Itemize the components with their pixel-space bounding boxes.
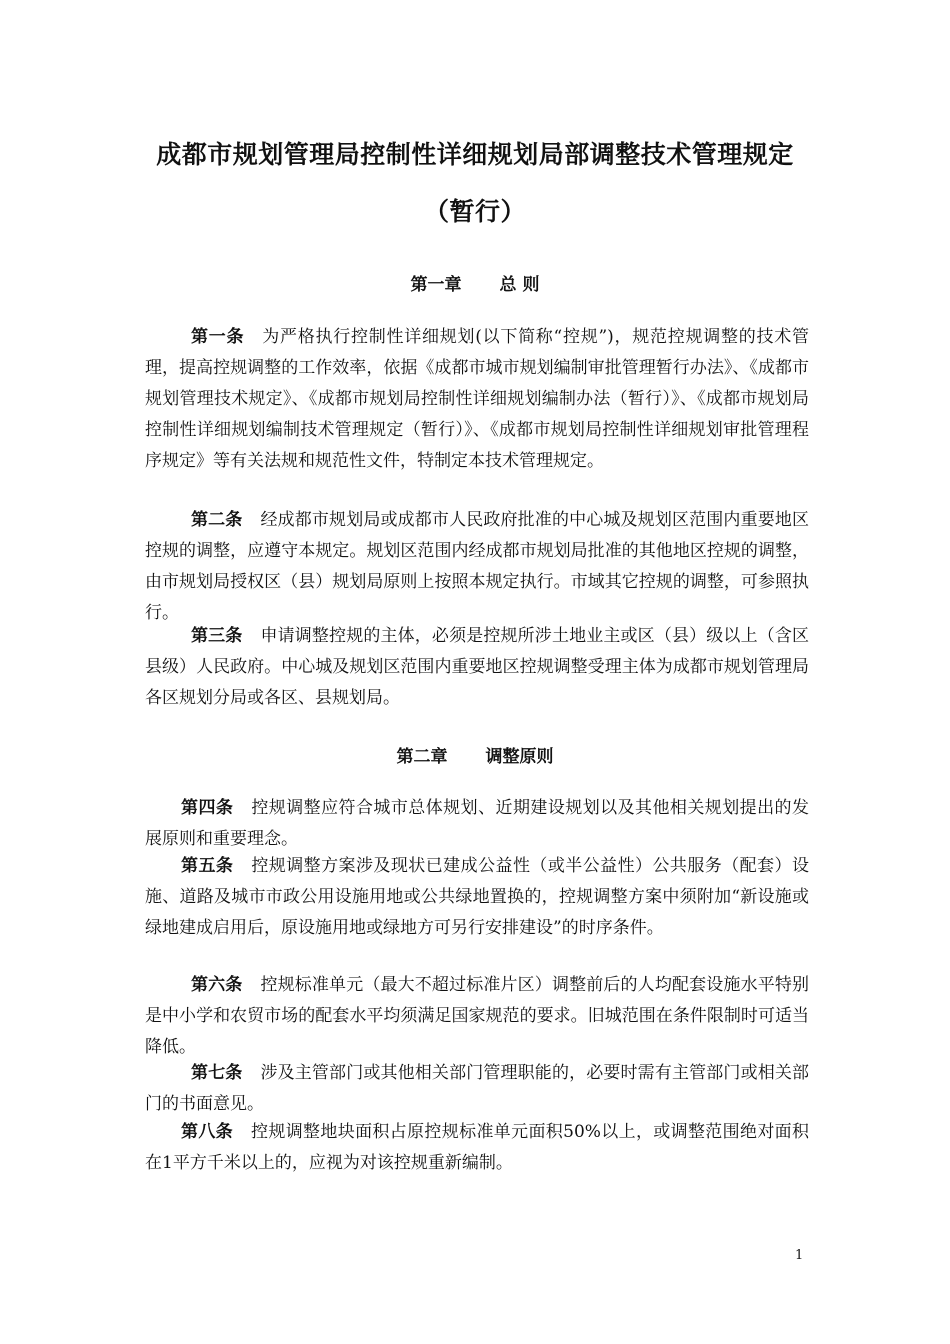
chapter-name: 调整原则 — [485, 747, 554, 767]
chapter-number: 第二章 — [396, 747, 448, 767]
article-text: 涉及主管部门或其他相关部门管理职能的，必要时需有主管部门或相关部门的书面意见。 — [145, 1063, 810, 1114]
article-label: 第五条 — [181, 856, 234, 876]
article-6 — [145, 970, 809, 1063]
article-1 — [145, 322, 809, 477]
article-text: 为严格执行控制性详细规划(以下简称“控规”)，规范控规调整的技术管理，提高控规调整的工作效率，依据《成都市城市规划编制审批管理暂行办法》、《成都市规划管理技术规定》、《成都市规划局控制性详细规划编制办法（暂行）》、《成都市规划局控制性详细规划编制技术管理规定（暂行）》、《成都市规划局控制性详细规划审批管理程序规定》等有关法规和规范性文件，特制定本技术管理规定。 — [145, 327, 810, 471]
article-label: 第三条 — [191, 626, 243, 646]
article-text: 控规调整方案涉及现状已建成公益性（或半公益性）公共服务（配套）设施、道路及城市市政公用设施用地或公共绿地置换的，控规调整方案中须附加“新设施或绿地建成启用后，原设施用地或绿地方可另行安排建设”的时序条件。 — [145, 856, 810, 938]
article-text: 申请调整控规的主体，必须是控规所涉土地业主或区（县）级以上（含区县级）人民政府。中心城及规划区范围内重要地区控规调整受理主体为成都市规划管理局各区规划分局或各区、县规划局。 — [145, 626, 810, 708]
chapter-heading-1 — [0, 270, 950, 295]
article-label: 第一条 — [191, 327, 245, 347]
article-label: 第二条 — [191, 510, 243, 530]
chapter-name: 总 则 — [499, 275, 540, 295]
article-3 — [145, 621, 809, 714]
article-8 — [145, 1117, 809, 1179]
article-7 — [145, 1058, 809, 1120]
article-text: 控规调整地块面积占原控规标准单元面积50%以上，或调整范围绝对面积在1平方千米以上的，应视为对该控规重新编制。 — [145, 1122, 809, 1173]
article-4 — [145, 793, 809, 855]
article-label: 第八条 — [181, 1122, 234, 1142]
article-label: 第四条 — [181, 798, 234, 818]
article-label: 第六条 — [191, 975, 243, 995]
document-subtitle: （暂行） — [423, 197, 526, 226]
article-text: 经成都市规划局或成都市人民政府批准的中心城及规划区范围内重要地区控规的调整，应遵守本规定。规划区范围内经成都市规划局批准的其他地区控规的调整，由市规划局授权区（县）规划局原则上按照本规定执行。市域其它控规的调整，可参照执行。 — [145, 510, 810, 623]
chapter-heading-2 — [0, 742, 950, 767]
article-text: 控规调整应符合城市总体规划、近期建设规划以及其他相关规划提出的发展原则和重要理念。 — [145, 798, 810, 849]
article-text: 控规标准单元（最大不超过标准片区）调整前后的人均配套设施水平特别是中小学和农贸市场的配套水平均须满足国家规范的要求。旧城范围在条件限制时可适当降低。 — [145, 975, 810, 1057]
article-label: 第七条 — [191, 1063, 243, 1083]
article-2 — [145, 505, 809, 629]
article-5 — [145, 851, 809, 944]
chapter-number: 第一章 — [410, 275, 462, 295]
document-title: 成都市规划管理局控制性详细规划局部调整技术管理规定 — [156, 140, 794, 169]
page-number: 1 — [795, 1248, 804, 1263]
